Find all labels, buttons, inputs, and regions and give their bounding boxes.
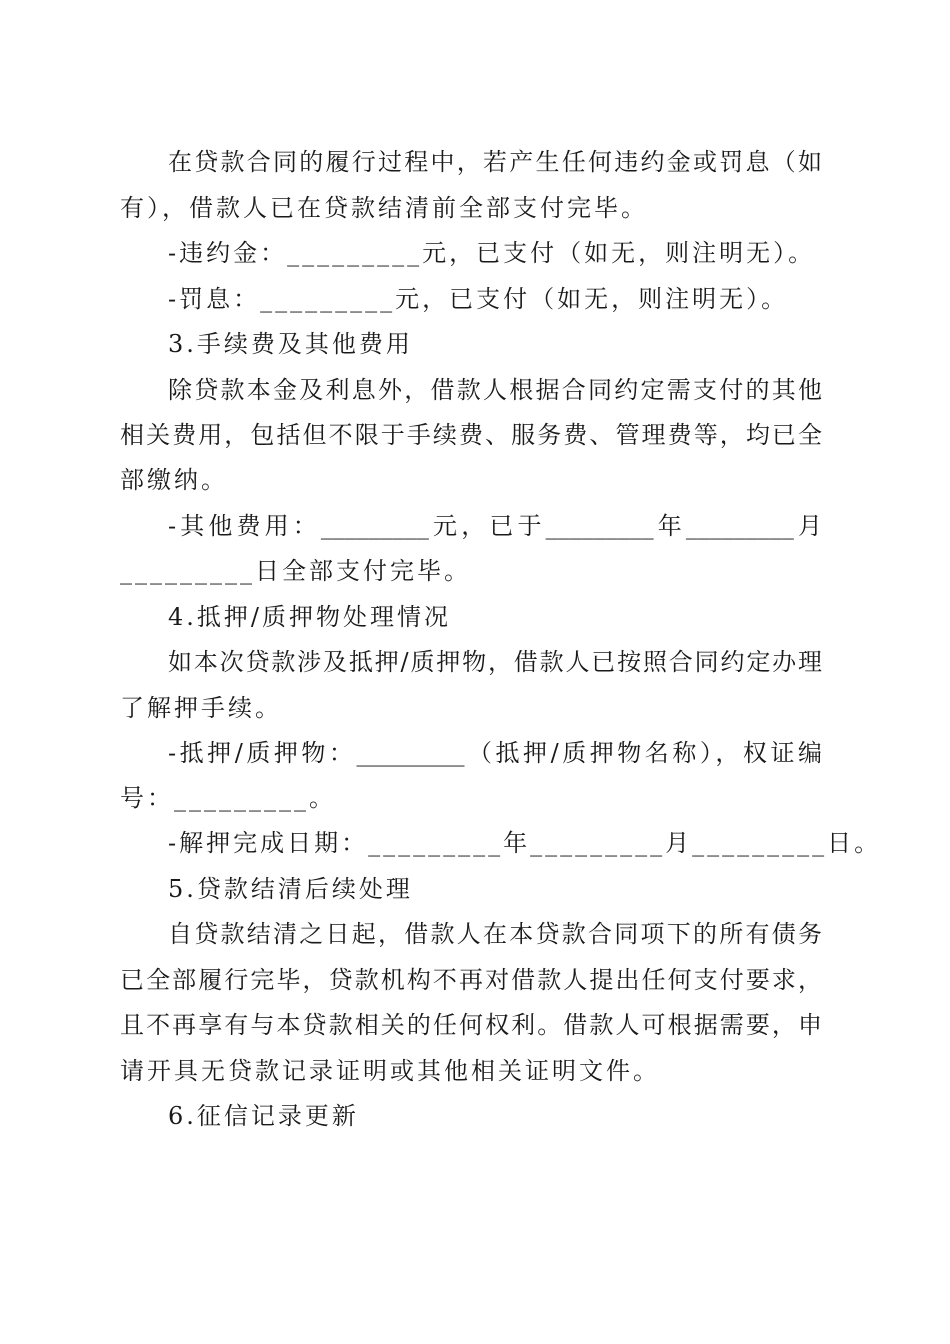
paragraph-line: 请开具无贷款记录证明或其他相关证明文件。	[120, 1057, 660, 1085]
paragraph-line: 且不再享有与本贷款相关的任何权利。借款人可根据需要，申	[120, 1011, 822, 1039]
paragraph-line: 除贷款本金及利息外，借款人根据合同约定需支付的其他	[168, 376, 822, 404]
section-heading: 6.征信记录更新	[168, 1102, 359, 1130]
paragraph-line: 在贷款合同的履行过程中，若产生任何违约金或罚息（如	[168, 148, 822, 176]
paragraph-line: 如本次贷款涉及抵押/质押物，借款人已按照合同约定办理	[168, 648, 822, 676]
paragraph-line: 号：_________。	[120, 784, 336, 812]
paragraph-line: -解押完成日期：_________年_________月_________日。	[168, 829, 882, 857]
section-heading: 4.抵押/质押物处理情况	[168, 603, 451, 631]
paragraph-line: 了解押手续。	[120, 694, 282, 722]
section-heading: 3.手续费及其他费用	[168, 330, 413, 358]
paragraph-line: 自贷款结清之日起，借款人在本贷款合同项下的所有债务	[168, 920, 822, 948]
paragraph-line: -其他费用：_________元，已于_________年_________月	[168, 512, 822, 540]
paragraph-line: 有），借款人已在贷款结清前全部支付完毕。	[120, 194, 648, 222]
paragraph-line: 已全部履行完毕，贷款机构不再对借款人提出任何支付要求，	[120, 966, 822, 994]
paragraph-line: -抵押/质押物：_________（抵押/质押物名称），权证编	[168, 739, 822, 767]
paragraph-line: -罚息：_________元，已支付（如无，则注明无）。	[168, 285, 789, 313]
paragraph-line: 部缴纳。	[120, 466, 228, 494]
paragraph-line: 相关费用，包括但不限于手续费、服务费、管理费等，均已全	[120, 421, 822, 449]
paragraph-line: _________日全部支付完毕。	[120, 557, 471, 585]
paragraph-line: -违约金：_________元，已支付（如无，则注明无）。	[168, 239, 816, 267]
section-heading: 5.贷款结清后续处理	[168, 875, 413, 903]
